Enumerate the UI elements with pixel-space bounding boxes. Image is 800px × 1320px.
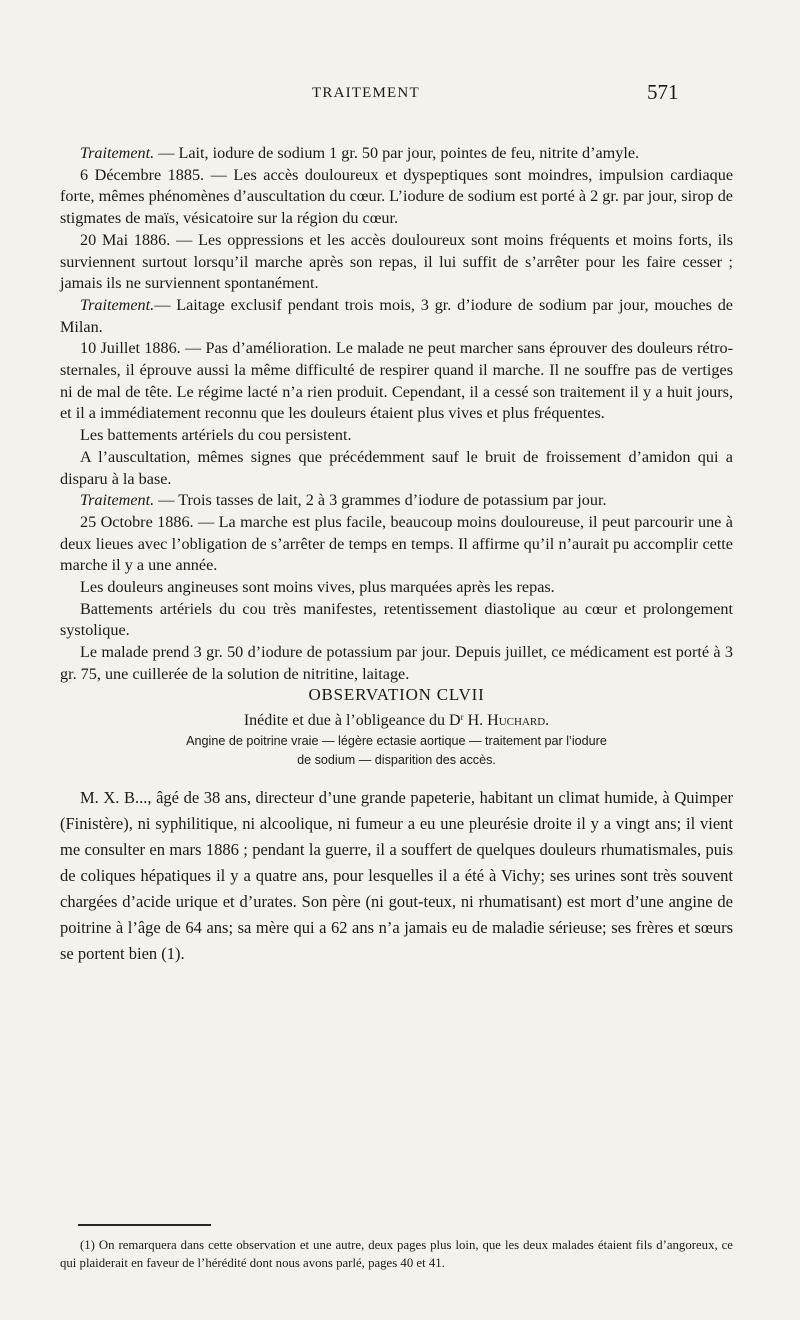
paragraph-text: 10 Juillet 1886. — Pas d’amélioration. Le malade ne peut marcher sans éprouver des douleurs rétro-sternales, il éprouve aussi la même difficulté de respirer quand il marche. Il ne souffre pas de vertiges ni de mal de tête. Le régime lacté n’a rien produit. Cependant, il a cessé son traitement il y a huit jours, et il a immédiatement reconnu que les douleurs étaient plus vives et plus fréquentes.: [60, 339, 733, 423]
observation-description: [60, 732, 733, 770]
paragraph-text: Les battements artériels du cou persistent.: [80, 426, 352, 445]
observation-description-line-2: de sodium — disparition des accès.: [297, 752, 496, 767]
paragraph: [60, 490, 733, 512]
paragraph: [60, 447, 733, 490]
footnote-text: (1) On remarquera dans cette observation et une autre, deux pages plus loin, que les deux malades étaient fils d’angoreux, ce qui plaiderait en faveur de l’hérédité dont nous avons parlé, pages 40 et 41.: [60, 1238, 733, 1270]
paragraph: [60, 295, 733, 338]
case-report: [60, 785, 733, 967]
paragraph-text: Les douleurs angineuses sont moins vives, plus marquées après les repas.: [80, 578, 555, 597]
paragraph-text: Le malade prend 3 gr. 50 d’iodure de potassium par jour. Depuis juillet, ce médicament est porté à 3 gr. 75, une cuillerée de la solution de nitritine, laitage.: [60, 643, 733, 683]
body-text: [60, 143, 733, 967]
paragraph: [60, 599, 733, 642]
paragraph-lead: Traitement.: [80, 144, 155, 162]
observation-subtitle-sup: r: [460, 711, 464, 722]
observation-subtitle: [60, 706, 733, 732]
observation-title: OBSERVATION CLVII: [308, 684, 485, 704]
running-head: TRAITEMENT: [312, 85, 420, 101]
paragraph-text: 6 Décembre 1885. — Les accès douloureux et dyspeptiques sont moindres, impulsion cardiaque forte, mêmes phénomènes d’auscultation du cœur. L’iodure de sodium est porté à 2 gr. par jour, sirop de stigmates de maïs, vésicatoire sur la région du cœur.: [60, 165, 733, 228]
observation-description-line-1: Angine de poitrine vraie — légère ectasie aortique — traitement par l’iodure: [186, 733, 607, 748]
observation-author: Huchard.: [487, 711, 550, 729]
paragraph: [60, 143, 733, 165]
paragraph-text: A l’auscultation, mêmes signes que précédemment sauf le bruit de froissement d’amidon qui a disparu à la base.: [60, 447, 733, 488]
case-paragraph: M. X. B..., âgé de 38 ans, directeur d’une grande papeterie, habitant un climat humide, à Quimper (Finistère), ni syphilitique, ni alcoolique, ni fumeur a eu une pleurésie droite il y a vingt ans; il vient me consulter en mars 1886 ; pendant la guerre, il a souffert de quelques douleurs rhumatismales, puis de coliques hépatiques il y a quatre ans, pour lesquelles il a été à Vichy; ses urines sont très souvent chargées d’acide urique et d’urates. Son père (ni gout-teux, ni rhumatisant) est mort d’une angine de poitrine à l’âge de 64 ans; sa mère qui a 62 ans n’a jamais eu de maladie sérieuse; ses frères et sœurs se portent bien (1).: [60, 787, 733, 963]
paragraph-text: 25 Octobre 1886. — La marche est plus facile, beaucoup moins douloureuse, il peut parcourir une à deux lieues avec l’obligation de s’arrêter de temps en temps. Il affirme qu’il n’aurait pu accomplir cette marche il y a une année.: [60, 512, 733, 575]
page-number: 571: [647, 80, 679, 104]
footnote: [60, 1236, 733, 1272]
paragraph: [60, 512, 733, 577]
observation-subtitle-pre: Inédite et due à l’obligeance du D: [243, 711, 461, 729]
paragraph: [60, 230, 733, 295]
paragraph-text: — Laitage exclusif pendant trois mois, 3 gr. d’iodure de sodium par jour, mouches de Milan.: [60, 295, 733, 336]
paragraph: [60, 338, 733, 425]
paragraph-lead: Traitement.: [80, 295, 155, 314]
paragraph-text: — Lait, iodure de sodium 1 gr. 50 par jour, pointes de feu, nitrite d’amyle.: [154, 144, 640, 162]
paragraph-text: — Trois tasses de lait, 2 à 3 grammes d’iodure de potassium par jour.: [154, 491, 607, 510]
paragraph: [60, 425, 733, 447]
paragraph: [60, 642, 733, 685]
treatment-paragraphs: [60, 143, 733, 686]
page-header: [0, 80, 800, 110]
paragraph: [60, 577, 733, 599]
paragraph-text: 20 Mai 1886. — Les oppressions et les accès douloureux sont moins fréquents et moins forts, ils surviennent surtout lorsqu’il marche après son repas, il lui suffit de s’arrêter pour les faire cesser ; jamais ils ne surviennent spontanément.: [60, 230, 733, 293]
paragraph: [60, 165, 733, 230]
observation-subtitle-post: H.: [463, 711, 488, 729]
footnote-rule: [78, 1224, 211, 1226]
paragraph-text: Battements artériels du cou très manifestes, retentissement diastolique au cœur et prolongement systolique.: [60, 599, 733, 640]
paragraph-lead: Traitement.: [80, 491, 155, 510]
